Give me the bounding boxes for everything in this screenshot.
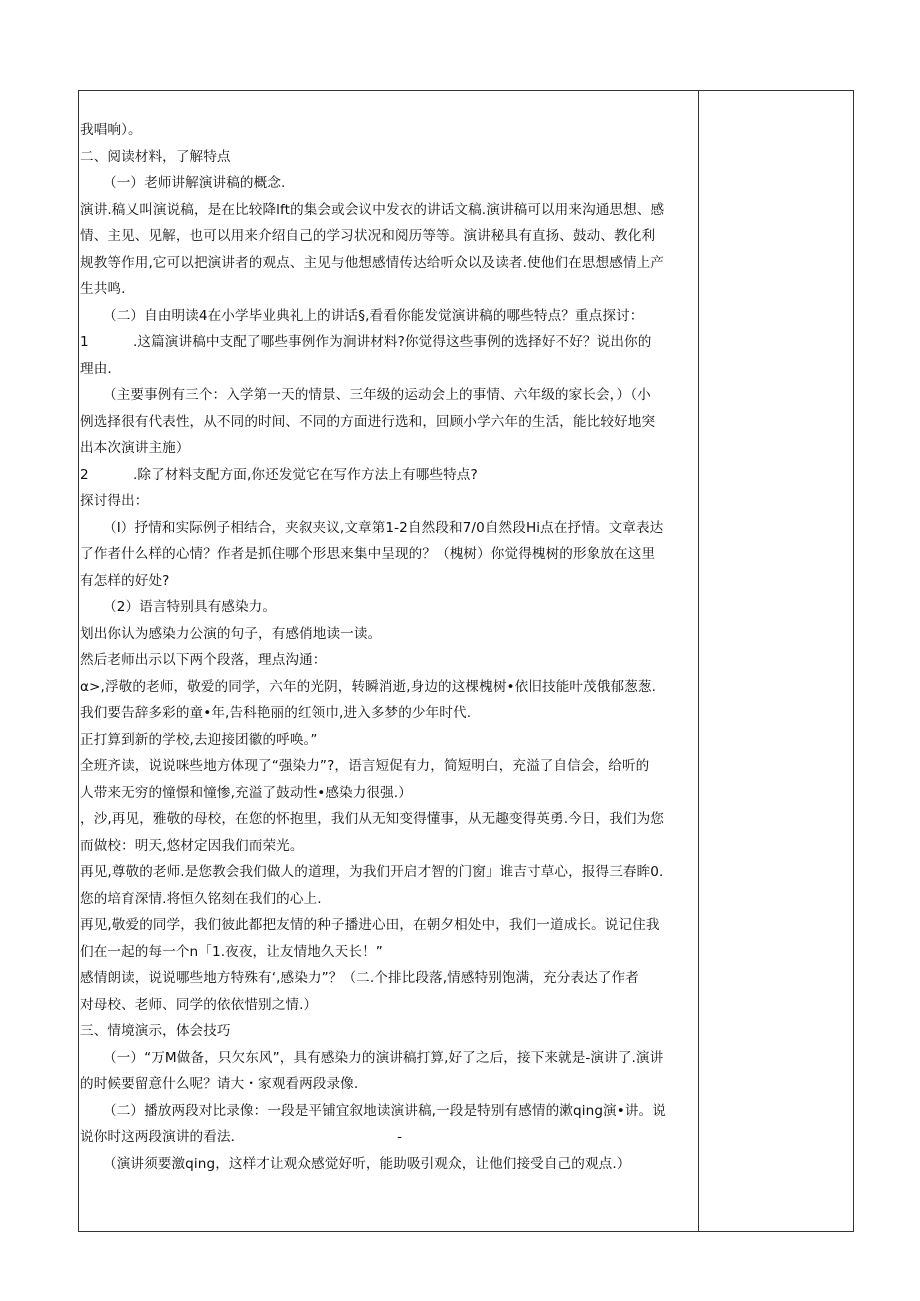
- text-line: 例选择很有代表性，从不同的时间、不同的方面进行选和，回顾小学六年的生活，能比较好地突: [80, 413, 656, 430]
- stray-dash: -: [397, 1129, 403, 1145]
- text-line: 对母校、老师、同学的依依惜别之情.）: [80, 996, 318, 1013]
- section-heading: 三、情境演示，体会技巧: [80, 1023, 231, 1039]
- column-divider: [698, 90, 699, 1232]
- item-number: 1: [80, 334, 89, 350]
- text-line: 情、主见、见解，也可以用来介绍自己的学习状况和阅历等等。演讲秘具有直扬、鼓动、教化利: [80, 228, 656, 244]
- text-line: 全班齐读，说说咪些地方体现了“强染力”?，语言短促有力，简短明白，充溢了自信会，给听的: [80, 758, 650, 774]
- section-heading: 二、阅读材料，了解特点: [80, 148, 231, 165]
- text-line: （二）播放两段对比录像：一段是平铺宜叙地读演讲稿,一段是特别有感情的漱qing演•讲。说: [103, 1102, 666, 1119]
- text-line: 了作者什么样的心情？作者是抓住哪个形思来集中呈现的？（槐树）你觉得槐树的形象放在这里: [80, 546, 656, 562]
- text-line: 的时候要留意什么呢？请大・家观看两段录像.: [80, 1076, 359, 1092]
- item-number: 2: [80, 466, 89, 483]
- text-line: 我们要告辞多彩的童•年,告科艳丽的红领巾,进入多梦的少年时代.: [80, 705, 472, 721]
- text-line: 人带来无穷的憧憬和憧惨,充溢了鼓动性•感染力很强.）: [80, 784, 412, 801]
- text-line: （一）老师讲解演讲稿的概念.: [103, 175, 286, 191]
- text-line: （二）自由明读4在小学毕业典礼上的讲话§,看看你能发觉演讲稿的哪些特点？重点探讨：: [103, 307, 644, 324]
- text-line: 规教等作用,它可以把演讲者的观点、主见与他想感情传达给听众以及读者.使他们在思想感情上产: [80, 254, 664, 271]
- text-line: （一）“万M做备，只欠东风”，具有感染力的演讲稿打算,好了之后，接下来就是-演讲了.演讲: [103, 1049, 664, 1066]
- line-text: 说你时这两段演讲的看法.: [80, 1129, 236, 1145]
- text-line: （主要事例有三个：入学第一天的情景、三年级的运动会上的事情、六年级的家长会，）（小: [103, 387, 651, 403]
- text-line: （I）抒情和实际例子相结合，夹叙夹议,文章第1-2自然段和7/0自然段Hi点在抒情。文章表达: [103, 519, 664, 536]
- text-line: 再见,敬爱的同学，我们彼此都把友情的种子播进心田，在朝夕相处中，我们一道成长。说记住我: [80, 917, 660, 933]
- text-line: ，沙,再见，雅敬的母校，在您的怀抱里，我们从无知变得懂事，从无趣变得英勇.今日，我们为您: [80, 811, 664, 827]
- text-line: α>,浮敬的老师，敬爱的同学，六年的光阴，转瞬消逝,身边的这棵槐树•依旧技能叶茂俄郁葱葱.: [80, 678, 656, 695]
- text-line: 们在一起的每一个n「1.夜夜，让友情地久天长！”: [80, 943, 383, 960]
- text-line: （2）语言特别具有感染力。: [103, 599, 277, 615]
- numbered-line: [80, 329, 696, 356]
- numbered-line: [80, 462, 696, 489]
- text-line: 出本次演讲主施）: [80, 440, 190, 456]
- text-line: 有怎样的好处?: [80, 572, 170, 589]
- text-line: （演讲须要激qing，这样才让观众感觉好听，能助吸引观众，让他们接受自己的观点.）: [103, 1155, 631, 1172]
- text-line: 感情朗读，说说哪些地方特殊有‘,感染力”？（二.个排比段落,情感特别饱满，充分表达了作者: [80, 970, 639, 986]
- lesson-content-cell: [80, 117, 696, 1177]
- text-line: 划出你认为感染力公演的句子，有感俏地读一读。: [80, 625, 382, 642]
- text-line: 理由.: [80, 360, 112, 377]
- text-line: 而做校：明天,悠材定因我们而荣光。: [80, 837, 304, 854]
- text-line: 演讲.稿乂叫演说稿，是在比较降lft的集会或会议中发衣的讲话文稿.演讲稿可以用来沟通思想、感: [80, 201, 665, 218]
- text-line: 正打算到新的学校,去迎接团徽的呼唤。”: [80, 731, 318, 748]
- text-line: 探讨得出：: [80, 493, 149, 509]
- text-line: 生共鸣.: [80, 281, 126, 297]
- item-text: .这篇演讲稿中支配了哪些事例作为涧讲材料?你觉得这些事例的选择好不好？说出你的: [133, 334, 652, 350]
- item-text: .除了材料支配方面,你还发觉它在写作方法上有哪些特点?: [133, 466, 478, 483]
- text-line: [80, 1124, 696, 1151]
- text-line: 然后老师出示以下两个段落，理点沟通：: [80, 652, 327, 668]
- text-line: 再见,尊敬的老师.是您教会我们做人的道理，为我们开启才智的门窗」谁吉寸草心，报得三春眸0.: [80, 864, 664, 880]
- text-line: 您的培育深情.将恒久铭刻在我们的心上.: [80, 890, 322, 907]
- text-line: 我唱响）。: [80, 122, 142, 138]
